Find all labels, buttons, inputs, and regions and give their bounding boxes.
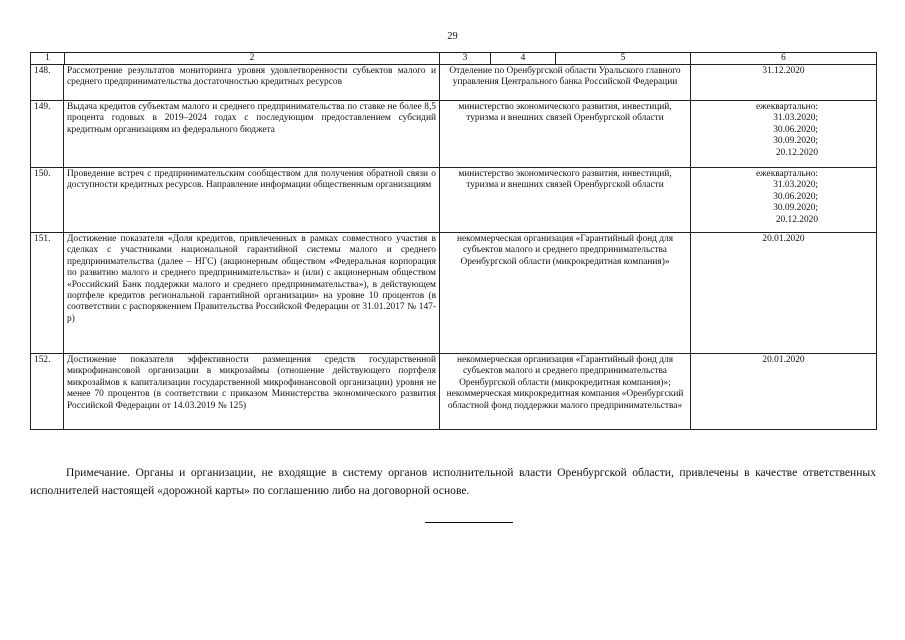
deadline-label: ежеквартально: [756, 102, 818, 112]
row-executor: некоммерческая организация «Гарантийный фонд для субъектов малого и среднего предпринимательства Оренбургской области (микрокредитная компания)» [440, 233, 691, 354]
deadline-date: 31.03.2020; [773, 113, 818, 124]
table-row [31, 101, 877, 168]
row-number: 149. [31, 101, 64, 168]
deadline-date: 20.12.2020 [775, 147, 818, 158]
deadline-date: 31.03.2020; [773, 180, 818, 191]
row-deadline [691, 65, 877, 101]
footnote: Примечание. Органы и организации, не входящие в систему органов исполнительной власти Оренбургской области, привлечены в качестве ответственных исполнителей настоящей «дорожной карты» по соглашению либо на договорной основе. [30, 465, 876, 497]
header-col-4: 4 [491, 53, 556, 65]
row-description: Проведение встреч с предпринимательским сообществом для получения обратной связи о доступности кредитных ресурсов. Направление информации общественным организациям [64, 168, 440, 233]
header-col-1: 1 [31, 53, 65, 64]
table-row [31, 354, 877, 430]
table-header-row [31, 53, 877, 65]
table-row [31, 168, 877, 233]
deadline-date: 20.01.2020 [762, 355, 805, 365]
roadmap-table [30, 52, 877, 430]
row-number: 150. [31, 168, 64, 233]
row-deadline [691, 354, 877, 430]
header-col-6: 6 [691, 53, 877, 65]
row-description: Достижение показателя эффективности размещения средств государственной микрофинансовой организации в микрозаймы (отношение действующего портфеля микрозаймов к капитализации государственной микрофинансовой организации) уровня не менее 70 процентов (в соответствии с приказом Министерства экономического развития Российской Федерации от 14.03.2019 № 125) [64, 354, 440, 430]
deadline-date: 30.06.2020; [773, 191, 818, 202]
header-col-5: 5 [556, 53, 691, 65]
row-description: Достижение показателя «Доля кредитов, привлеченных в рамках совместного участия в сделках с участниками национальной гарантийной системы малого и среднего предпринимательства (далее – НГС) (акционерным обществом «Федеральная корпорация по развитию малого и среднего предпринимательства» и (или) с акционерным обществом «Российский Банк поддержки малого и среднего предпринимательства»), в действующем портфеле кредитов региональной гарантийной организации» на уровне 10 процентов (в соответствии с распоряжением Правительства Российской Федерации от 31.01.2017 № 147-р) [64, 233, 440, 354]
row-description: Выдача кредитов субъектам малого и среднего предпринимательства по ставке не более 8,5 процента годовых в 2019–2024 годах с последующим предоставлением субсидий кредитным организациям из федерального бюджета [64, 101, 440, 168]
row-number: 151. [31, 233, 64, 354]
row-executor: министерство экономического развития, инвестиций, туризма и внешних связей Оренбургской области [440, 168, 691, 233]
table-row [31, 65, 877, 101]
deadline-date: 30.09.2020; [773, 136, 818, 147]
deadline-date: 31.12.2020 [762, 66, 805, 76]
row-description: Рассмотрение результатов мониторинга уровня удовлетворенности субъектов малого и среднего предпринимательства достаточностью кредитных ресурсов [64, 65, 440, 101]
header-col-3: 3 [440, 53, 491, 65]
deadline-date: 20.12.2020 [775, 214, 818, 225]
end-divider [425, 522, 513, 523]
row-deadline [691, 233, 877, 354]
page-number: 29 [447, 31, 458, 42]
header-col-2: 2 [249, 53, 255, 63]
table-row [31, 233, 877, 354]
deadline-date: 20.01.2020 [762, 234, 805, 244]
deadline-date: 30.09.2020; [773, 203, 818, 214]
deadline-date: 30.06.2020; [773, 124, 818, 135]
row-deadline [691, 168, 877, 233]
row-deadline [691, 101, 877, 168]
row-executor: министерство экономического развития, инвестиций, туризма и внешних связей Оренбургской области [440, 101, 691, 168]
row-number: 152. [31, 354, 64, 430]
deadline-label: ежеквартально: [756, 169, 818, 179]
row-executor: Отделение по Оренбургской области Уральского главного управления Центрального банка Российской Федерации [440, 65, 691, 101]
row-executor: некоммерческая организация «Гарантийный фонд для субъектов малого и среднего предпринимательства Оренбургской области (микрокредитная компания)»; некоммерческая микрокредитная компания «Оренбургский областной фонд поддержки малого предпринимательства» [440, 354, 691, 430]
row-number: 148. [31, 65, 64, 101]
